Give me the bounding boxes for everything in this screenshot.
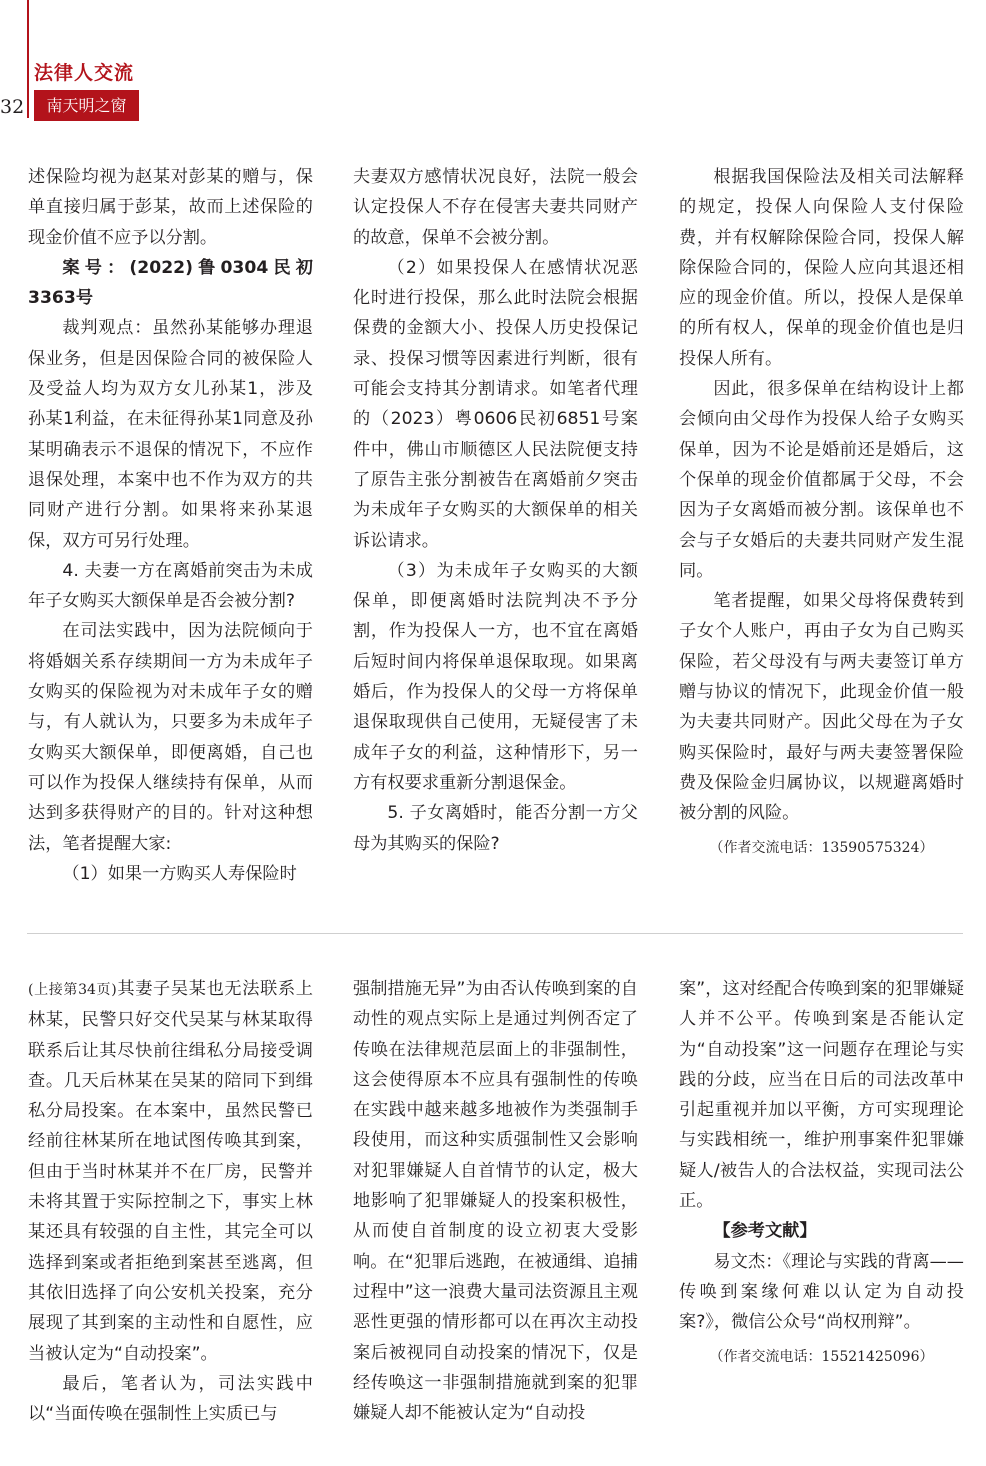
continued-note: (上接第34页) <box>28 982 117 998</box>
header-red-rule <box>27 0 29 118</box>
page-number: 32 <box>0 96 25 118</box>
reference-entry: 易文杰：《理论与实践的背离——传唤到案缘何难以认定为自动投案?》，微信公众号“尚权刑辩”。 <box>679 1251 964 1333</box>
article-divider <box>27 933 963 934</box>
paragraph: （1）如果一方购买人寿保险时 <box>62 863 297 884</box>
paragraph: 笔者提醒，如果父母将保费转到子女个人账户，再由子女为自己购买保险，若父母没有与两夫妻签订单方赠与协议的情况下，此现金价值一般为夫妻共同财产。因此父母在为子女购买保险时，最好与两夫妻签署保险费及保险金归属协议，以规避离婚时被分割的风险。 <box>679 591 964 824</box>
top-column-3 <box>679 162 964 863</box>
paragraph: （3）为未成年子女购买的大额保单，即便离婚时法院判决不予分割，作为投保人一方，也不宜在离婚后短时间内将保单退保取现。如果离婚后，作为投保人的父母一方将保单退保取现供自己使用，无疑侵害了未成年子女的利益，这种情形下，另一方有权要求重新分割退保金。 <box>353 560 638 793</box>
bottom-column-2 <box>353 974 638 1428</box>
paragraph: 强制措施无异”为由否认传唤到案的自动性的观点实际上是通过判例否定了传唤在法律规范层面上的非强制性，这会使得原本不应具有强制性的传唤在实践中越来越多地被作为类强制手段使用，而这种实质强制性又会影响对犯罪嫌疑人自首情节的认定，极大地影响了犯罪嫌疑人的投案积极性，从而使自首制度的设立初衷大受影响。在“犯罪后逃跑，在被通缉、追捕过程中”这一浪费大量司法资源且主观恶性更强的情形都可以在再次主动投案后被视同自动投案的情况下，仅是经传唤这一非强制措施就到案的犯罪嫌疑人却不能被认定为“自动投 <box>353 979 638 1424</box>
paragraph: 在司法实践中，因为法院倾向于将婚姻关系存续期间一方为未成年子女购买的保险视为对未成年子女的赠与，有人就认为，只要多为未成年子女购买大额保单，即便离婚，自己也可以作为投保人继续持有保单，从而达到多获得财产的目的。针对这种想法，笔者提醒大家: <box>28 621 313 854</box>
bottom-column-3 <box>679 974 964 1372</box>
subheading: 5. 子女离婚时，能否分割一方父母为其购买的保险? <box>353 803 638 854</box>
paragraph: （2）如果投保人在感情状况恶化时进行投保，那么此时法院会根据保费的金额大小、投保人历史投保记录、投保习惯等因素进行判断，很有可能会支持其分割请求。如笔者代理的（2023）粤0606民初6851号案件中，佛山市顺德区人民法院便支持了原告主张分割被告在离婚前夕突击为未成年子女购买的大额保单的相关诉讼请求。 <box>353 257 638 551</box>
bottom-column-1 <box>28 974 313 1429</box>
top-column-2 <box>353 162 638 859</box>
paragraph: 裁判观点：虽然孙某能够办理退保业务，但是因保险合同的被保险人及受益人均为双方女儿孙某1，涉及孙某1利益，在未征得孙某1同意及孙某明确表示不退保的情况下，不应作退保处理，本案中也不作为双方的共同财产进行分割。如果将来孙某退保，双方可另行处理。 <box>28 318 313 551</box>
subheading: 4. 夫妻一方在离婚前突击为未成年子女购买大额保单是否会被分割? <box>28 560 313 612</box>
paragraph: 因此，很多保单在结构设计上都会倾向由父母作为投保人给子女购买保单，因为不论是婚前还是婚后，这个保单的现金价值都属于父母，不会因为子女离婚而被分割。该保单也不会与子女婚后的夫妻共同财产发生混同。 <box>679 379 964 581</box>
column-name-badge: 南天明之窗 <box>34 90 139 121</box>
author-contact: （作者交流电话：15521425096） <box>709 1348 934 1365</box>
top-column-1 <box>28 162 313 889</box>
paragraph: 述保险均视为赵某对彭某的赠与，保单直接归属于彭某，故而上述保险的现金价值不应予以分割。 <box>28 167 313 248</box>
paragraph <box>28 974 313 1369</box>
paragraph: 夫妻双方感情状况良好，法院一般会认定投保人不存在侵害夫妻共同财产的故意，保单不会被分割。 <box>353 167 638 248</box>
section-title: 法律人交流 <box>34 62 135 84</box>
paragraph: 根据我国保险法及相关司法解释的规定，投保人向保险人支付保险费，并有权解除保险合同，投保人解除保险合同的，保险人应向其退还相应的现金价值。所以，投保人是保单的所有权人，保单的现金价值也是归投保人所有。 <box>679 167 964 369</box>
paragraph: 最后，笔者认为，司法实践中以“当面传唤在强制性上实质已与 <box>28 1373 313 1425</box>
references-heading: 【参考文献】 <box>713 1221 817 1242</box>
case-number: 案号：(2022)鲁0304民初3363号 <box>28 257 313 309</box>
paragraph-text: 其妻子吴某也无法联系上林某，民警只好交代吴某与林某取得联系后让其尽快前往缉私分局接受调查。几天后林某在吴某的陪同下到缉私分局投案。在本案中，虽然民警已经前往林某所在地试图传唤其到案，但由于当时林某并不在厂房，民警并未将其置于实际控制之下，事实上林某还具有较强的自主性，其完全可以选择到案或者拒绝到案甚至逃离，但其依旧选择了向公安机关投案，充分展现了其到案的主动性和自愿性，应当被认定为“自动投案”。 <box>28 979 313 1364</box>
paragraph: 案”，这对经配合传唤到案的犯罪嫌疑人并不公平。传唤到案是否能认定为“自动投案”这一问题存在理论与实践的分歧，应当在日后的司法改革中引起重视并加以平衡，方可实现理论与实践相统一，维护刑事案件犯罪嫌疑人/被告人的合法权益，实现司法公正。 <box>679 979 964 1212</box>
author-contact: （作者交流电话：13590575324） <box>709 839 934 856</box>
